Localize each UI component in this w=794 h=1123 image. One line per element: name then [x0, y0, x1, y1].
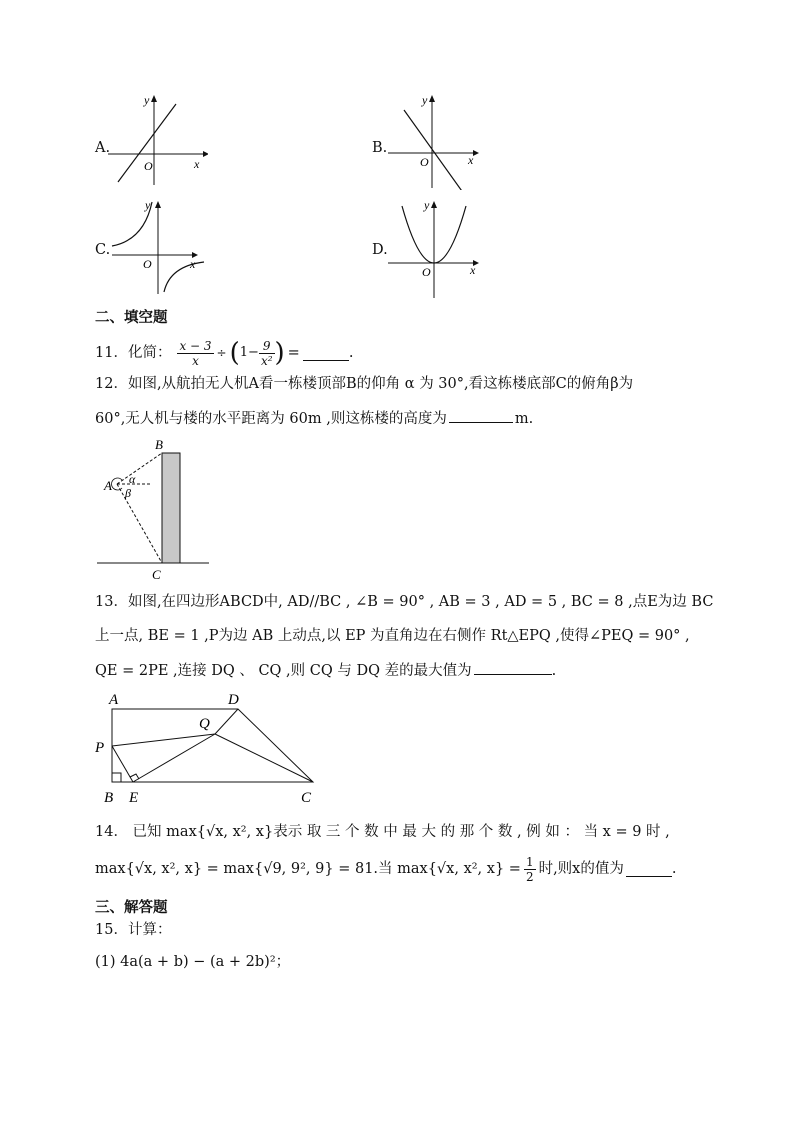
svg-text:x: x [468, 153, 474, 167]
q11-prefix: 11．化简： [95, 345, 172, 361]
svg-text:O: O [420, 155, 429, 169]
svg-text:O: O [422, 265, 431, 279]
graph-a-origin: O [144, 159, 153, 173]
q13-figure [95, 686, 325, 810]
q13-label-d: D [228, 692, 239, 708]
q12-label-a: A [104, 478, 112, 493]
q11-fraction-1: $\frac{x - 3}{x}$ [179, 338, 212, 368]
q15-part-1: (1) 4a(a + b) − (a + 2b)²； [95, 954, 291, 970]
q12-beta: β [125, 486, 131, 500]
graph-a-xlabel: x [194, 157, 200, 171]
svg-text:x: x [470, 263, 476, 277]
q13-label-c: C [301, 790, 312, 806]
q15-stem: 15．计算： [95, 922, 172, 938]
choice-c-label: C. [95, 242, 111, 258]
q13-line-2: 上一点, BE = 1 ,P为边 AB 上动点,以 EP 为直角边在右侧作 Rt△EPQ ,使得∠PEQ = 90° , [95, 628, 690, 644]
graph-c-inverse [108, 196, 208, 296]
question-11: 11．化简： $\frac{x - 3}{x}$ ÷ ( 1− $\frac{9}{\text{x²}}$ ) = . [95, 338, 354, 368]
svg-text:O: O [143, 257, 152, 271]
q12-alpha: α [129, 472, 136, 486]
q12-label-c: C [152, 567, 161, 582]
q12-figure [95, 436, 215, 584]
q12-line-1: 12．如图,从航拍无人机A看一栋楼顶部B的仰角 α 为 30°,看这栋楼底部C的俯角β为 [95, 376, 634, 392]
q13-label-q: Q [199, 716, 210, 732]
q12-answer-blank[interactable] [449, 408, 513, 423]
q14-line-2: max{√x, x², x} = max{√9, 9², 9} = 81.当 max{√x, x², x} = $\frac{1}{2}$ 时,则x的值为 . [95, 854, 677, 884]
svg-text:y: y [422, 93, 428, 107]
graph-d-parabola [388, 196, 488, 300]
choice-a-label: A. [95, 140, 111, 156]
q11-answer-blank[interactable] [303, 346, 349, 361]
q13-label-p: P [95, 740, 105, 756]
graph-b-linear-decreasing [388, 90, 488, 190]
graph-a-linear-increasing [108, 90, 208, 186]
svg-text:y: y [424, 198, 430, 212]
graph-a-ylabel: y [144, 93, 150, 107]
q14-answer-blank[interactable] [626, 862, 672, 877]
svg-text:x: x [190, 257, 196, 271]
q13-line-3: QE = 2PE ,连接 DQ 、 CQ ,则 CQ 与 DQ 差的最大值为 . [95, 660, 556, 681]
svg-text:y: y [145, 198, 151, 212]
q14-line-1: 14． 已知 max{√x, x², x}表示 取 三 个 数 中 最 大 的 那 个 数 , 例 如 ： 当 x = 9 时 , [95, 824, 670, 840]
choice-d-label: D. [372, 242, 388, 258]
q13-label-b: B [104, 790, 114, 806]
q12-line-2: 60°,无人机与楼的水平距离为 60m ,则这栋楼的高度为 m. [95, 408, 533, 429]
q11-fraction-2: $\frac{9}{\text{x²}}$ [260, 338, 273, 368]
choice-b-label: B. [372, 140, 388, 156]
q13-line-1: 13．如图,在四边形ABCD中, AD//BC , ∠B = 90° , AB = 3 , AD = 5 , BC = 8 ,点E为边 BC [95, 594, 714, 610]
q14-fraction: $\frac{1}{2}$ [525, 854, 534, 884]
section-3-title: 三、解答题 [95, 900, 168, 916]
q13-label-e: E [129, 790, 139, 806]
section-2-title: 二、填空题 [95, 310, 168, 326]
q12-label-b: B [155, 437, 163, 452]
q13-label-a: A [109, 692, 119, 708]
q13-answer-blank[interactable] [474, 660, 552, 675]
